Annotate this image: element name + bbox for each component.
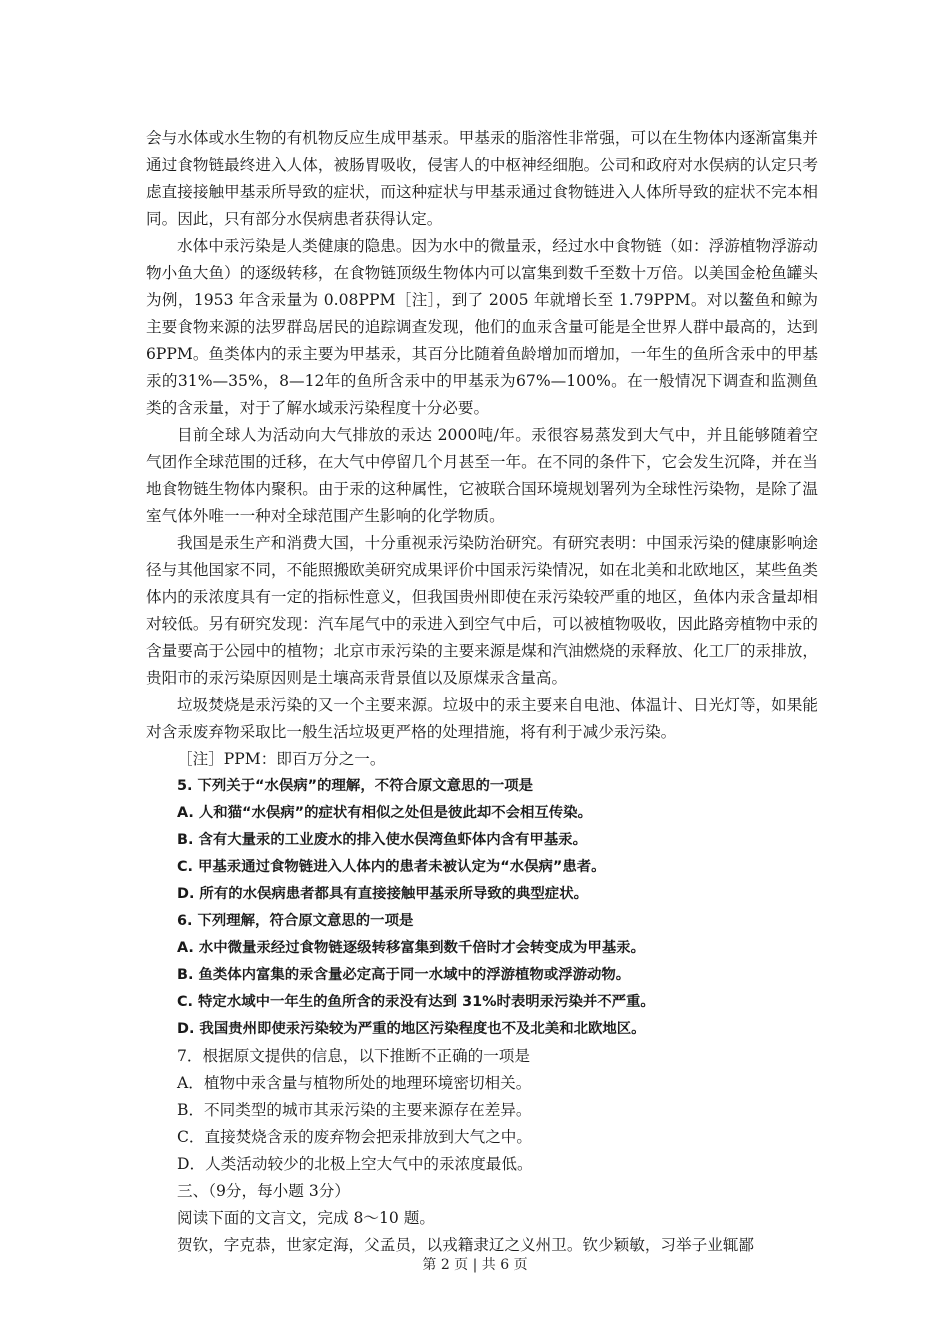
question-5-stem: 5. 下列关于“水俣病”的理解，不符合原文意思的一项是 xyxy=(177,778,534,794)
question-5-option-d: D. 所有的水俣病患者都具有直接接触甲基汞所导致的典型症状。 xyxy=(177,886,588,902)
question-5-option-a: A. 人和猫“水俣病”的症状有相似之处但是彼此却不会相互传染。 xyxy=(177,805,592,821)
question-6-option-b: B. 鱼类体内富集的汞含量必定高于同一水域中的浮游植物或浮游动物。 xyxy=(177,967,631,983)
question-7-option-b: B．不同类型的城市其汞污染的主要来源存在差异。 xyxy=(177,1101,532,1119)
ppm-note: ［注］PPM：即百万分之一。 xyxy=(177,750,386,768)
question-7-stem: 7．根据原文提供的信息，以下推断不正确的一项是 xyxy=(177,1047,530,1065)
question-5-option-b: B. 含有大量汞的工业废水的排入使水俣湾鱼虾体内含有甲基汞。 xyxy=(177,832,587,848)
classical-text-first-line: 贺钦，字克恭，世家定海，父孟员，以戎籍隶辽之义州卫。钦少颖敏，习举子业辄鄙 xyxy=(177,1236,754,1254)
question-7-option-c: C．直接焚烧含汞的废弃物会把汞排放到大气之中。 xyxy=(177,1128,532,1146)
paragraph-3: 目前全球人为活动向大气排放的汞达 2000吨/年。汞很容易蒸发到大气中，并且能够随着空气团作全球范围的迁移，在大气中停留几个月甚至一年。在不同的条件下，它会发生沉降，并在当地食物链生物体内聚积。由于汞的这种属性，它被联合国环境规划署列为全球性污染物，是除了温室气体外唯一一种对全球范围产生影响的化学物质。 xyxy=(146,426,818,525)
section-3-instruction: 阅读下面的文言文，完成 8～10 题。 xyxy=(177,1209,435,1227)
section-3-heading: 三、（9分，每小题 3分） xyxy=(177,1182,350,1200)
question-6-option-d: D. 我国贵州即使汞污染较为严重的地区污染程度也不及北美和北欧地区。 xyxy=(177,1021,646,1037)
paragraph-4: 我国是汞生产和消费大国，十分重视汞污染防治研究。有研究表明：中国汞污染的健康影响途径与其他国家不同，不能照搬欧美研究成果评价中国汞污染情况，如在北美和北欧地区，某些鱼类体内的汞浓度具有一定的指标性意义，但我国贵州即使在汞污染较严重的地区，鱼体内汞含量却相对较低。另有研究发现：汽车尾气中的汞进入到空气中后，可以被植物吸收，因此路旁植物中汞的含量要高于公园中的植物；北京市汞污染的主要来源是煤和汽油燃烧的汞释放、化工厂的汞排放，贵阳市的汞污染原因则是土壤高汞背景值以及原煤汞含量高。 xyxy=(146,534,818,687)
page-footer: 第 2 页 | 共 6 页 xyxy=(422,1257,528,1273)
question-6-option-a: A. 水中微量汞经过食物链逐级转移富集到数千倍时才会转变成为甲基汞。 xyxy=(177,940,645,956)
question-5-option-c: C. 甲基汞通过食物链进入人体内的患者未被认定为“水俣病”患者。 xyxy=(177,859,606,875)
question-7-option-a: A．植物中汞含量与植物所处的地理环境密切相关。 xyxy=(177,1074,532,1092)
paragraph-5: 垃圾焚烧是汞污染的又一个主要来源。垃圾中的汞主要来自电池、体温计、日光灯等，如果能对含汞废弃物采取比一般生活垃圾更严格的处理措施，将有利于减少汞污染。 xyxy=(146,696,818,741)
question-7-option-d: D．人类活动较少的北极上空大气中的汞浓度最低。 xyxy=(177,1155,533,1173)
question-6-stem: 6. 下列理解，符合原文意思的一项是 xyxy=(177,913,414,929)
paragraph-2: 水体中汞污染是人类健康的隐患。因为水中的微量汞，经过水中食物链（如：浮游植物浮游动物小鱼大鱼）的逐级转移，在食物链顶级生物体内可以富集到数千至数十万倍。以美国金枪鱼罐头为例，1953 年含汞量为 0.08PPM［注］，到了 2005 年就增长至 1.79PPM。对以鳌鱼和鲸为主要食物来源的法罗群岛居民的追踪调查发现，他们的血汞含量可能是全世界人群中最高的，达到6PPM。鱼类体内的汞主要为甲基汞，其百分比随着鱼龄增加而增加，一年生的鱼所含汞中的甲基汞的31%—35%，8—12年的鱼所含汞中的甲基汞为67%—100%。在一般情况下调查和监测鱼类的含汞量，对于了解水域汞污染程度十分必要。 xyxy=(146,237,818,417)
paragraph-1: 会与水体或水生物的有机物反应生成甲基汞。甲基汞的脂溶性非常强，可以在生物体内逐渐富集并通过食物链最终进入人体，被肠胃吸收，侵害人的中枢神经细胞。公司和政府对水俣病的认定只考虑直接接触甲基汞所导致的症状，而这种症状与甲基汞通过食物链进入人体所导致的症状不完本相同。因此，只有部分水俣病患者获得认定。 xyxy=(146,129,818,228)
text-column xyxy=(146,125,818,1259)
question-6-option-c: C. 特定水域中一年生的鱼所含的汞没有达到 31%时表明汞污染并不严重。 xyxy=(177,994,655,1010)
